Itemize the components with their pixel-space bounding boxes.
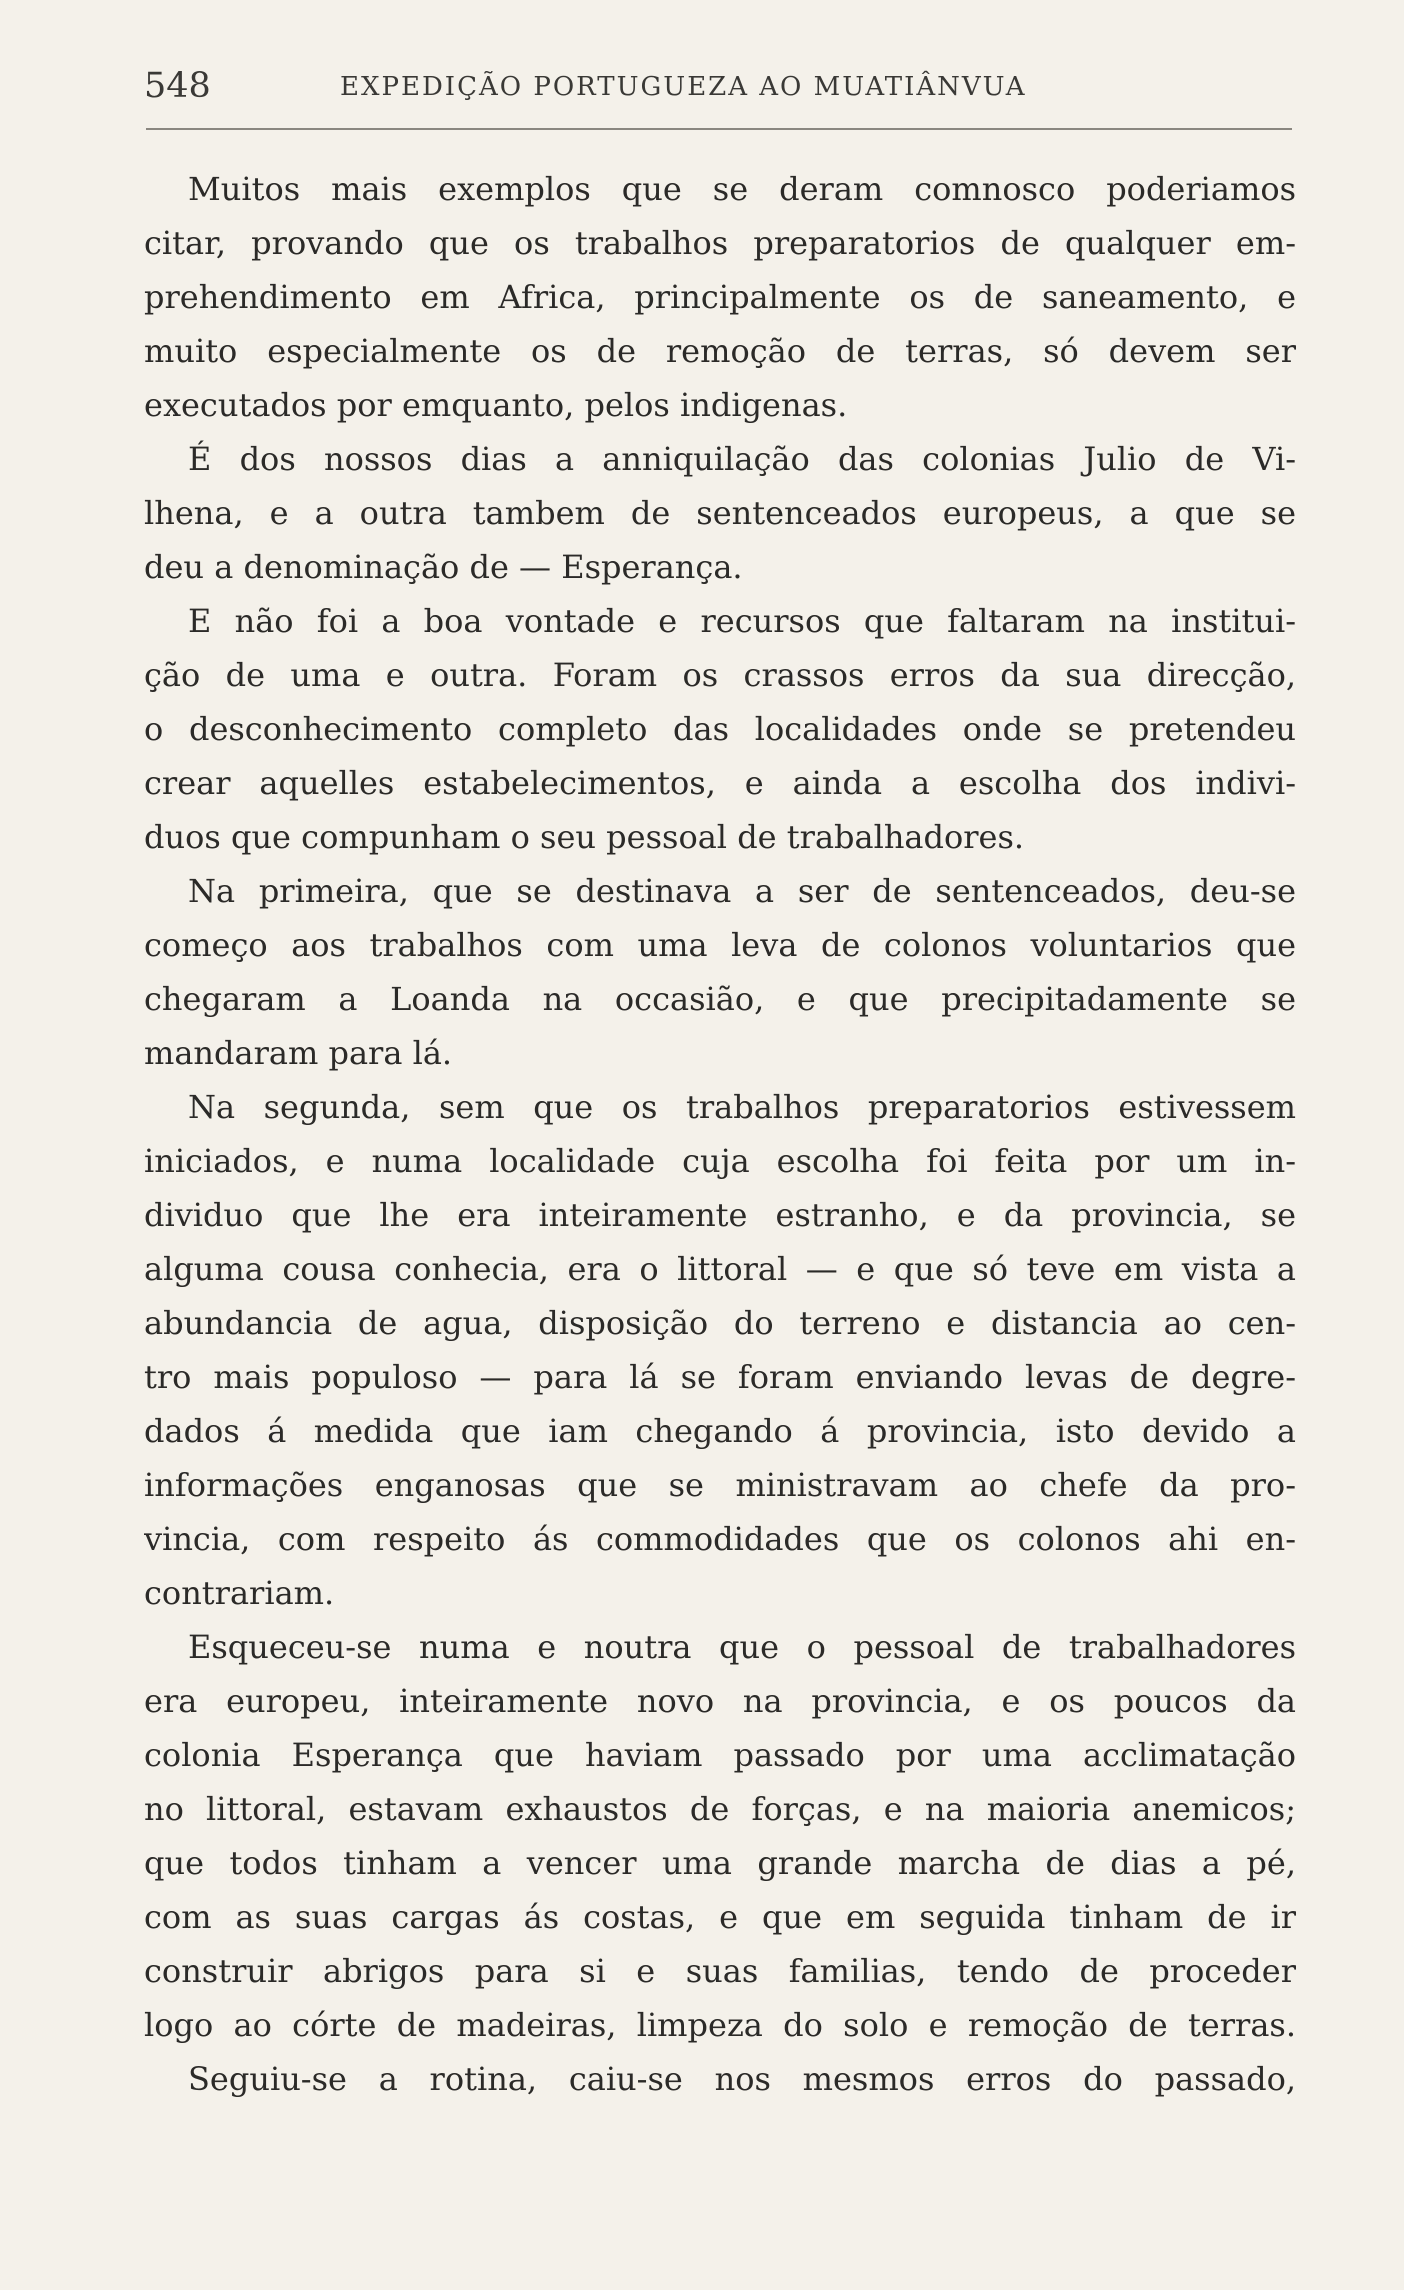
text-line: prehendimento em Africa, principalmente os de saneamento, e [144, 278, 1296, 316]
text-line: dados á medida que iam chegando á provincia, isto devido a [144, 1412, 1296, 1450]
text-line: lhena, e a outra tambem de sentenceados europeus, a que se [144, 494, 1296, 532]
body-text [144, 162, 1296, 2106]
text-line: Esqueceu-se numa e noutra que o pessoal de trabalhadores [188, 1628, 1296, 1666]
text-line: crear aquelles estabelecimentos, e ainda a escolha dos indivi- [144, 764, 1296, 802]
text-line: contrariam. [144, 1574, 335, 1612]
text-line: Muitos mais exemplos que se deram comnosco poderiamos [188, 170, 1296, 208]
text-line: E não foi a boa vontade e recursos que faltaram na institui- [188, 602, 1296, 640]
text-line: colonia Esperança que haviam passado por uma acclimatação [144, 1736, 1296, 1774]
text-line: deu a denominação de — Esperança. [144, 548, 743, 586]
text-line: ção de uma e outra. Foram os crassos erros da sua direcção, [144, 656, 1296, 694]
text-line: executados por emquanto, pelos indigenas. [144, 386, 848, 424]
text-line: tro mais populoso — para lá se foram enviando levas de degre- [144, 1358, 1296, 1396]
text-line: duos que compunham o seu pessoal de trabalhadores. [144, 818, 1025, 856]
running-title: EXPEDIÇÃO PORTUGUEZA AO MUATIÂNVUA [340, 72, 1027, 102]
text-line: muito especialmente os de remoção de terras, só devem ser [144, 332, 1296, 370]
text-line: construir abrigos para si e suas familias, tendo de proceder [144, 1952, 1296, 1990]
text-line: Seguiu-se a rotina, caiu-se nos mesmos erros do passado, [188, 2060, 1296, 2098]
text-line: abundancia de agua, disposição do terreno e distancia ao cen- [144, 1304, 1296, 1342]
text-line: Na primeira, que se destinava a ser de sentenceados, deu-se [188, 872, 1296, 910]
text-line: informações enganosas que se ministravam ao chefe da pro- [144, 1466, 1296, 1504]
text-line: o desconhecimento completo das localidades onde se pretendeu [144, 710, 1296, 748]
text-line: no littoral, estavam exhaustos de forças, e na maioria anemicos; [144, 1790, 1296, 1828]
text-line: É dos nossos dias a anniquilação das colonias Julio de Vi- [188, 440, 1296, 478]
header-rule [146, 128, 1292, 130]
text-line: alguma cousa conhecia, era o littoral — e que só teve em vista a [144, 1250, 1296, 1288]
text-line: iniciados, e numa localidade cuja escolha foi feita por um in- [144, 1142, 1296, 1180]
text-line: citar, provando que os trabalhos preparatorios de qualquer em- [144, 224, 1296, 262]
text-line: dividuo que lhe era inteiramente estranho, e da provincia, se [144, 1196, 1296, 1234]
text-line: que todos tinham a vencer uma grande marcha de dias a pé, [144, 1844, 1296, 1882]
text-line: logo ao córte de madeiras, limpeza do solo e remoção de terras. [144, 2006, 1296, 2044]
page-number: 548 [144, 66, 211, 106]
text-line: era europeu, inteiramente novo na provincia, e os poucos da [144, 1682, 1296, 1720]
text-line: começo aos trabalhos com uma leva de colonos voluntarios que [144, 926, 1296, 964]
text-line: mandaram para lá. [144, 1034, 453, 1072]
page-header [144, 60, 1294, 110]
text-line: vincia, com respeito ás commodidades que os colonos ahi en- [144, 1520, 1296, 1558]
text-line: Na segunda, sem que os trabalhos preparatorios estivessem [188, 1088, 1296, 1126]
text-line: chegaram a Loanda na occasião, e que precipitadamente se [144, 980, 1296, 1018]
text-line: com as suas cargas ás costas, e que em seguida tinham de ir [144, 1898, 1296, 1936]
